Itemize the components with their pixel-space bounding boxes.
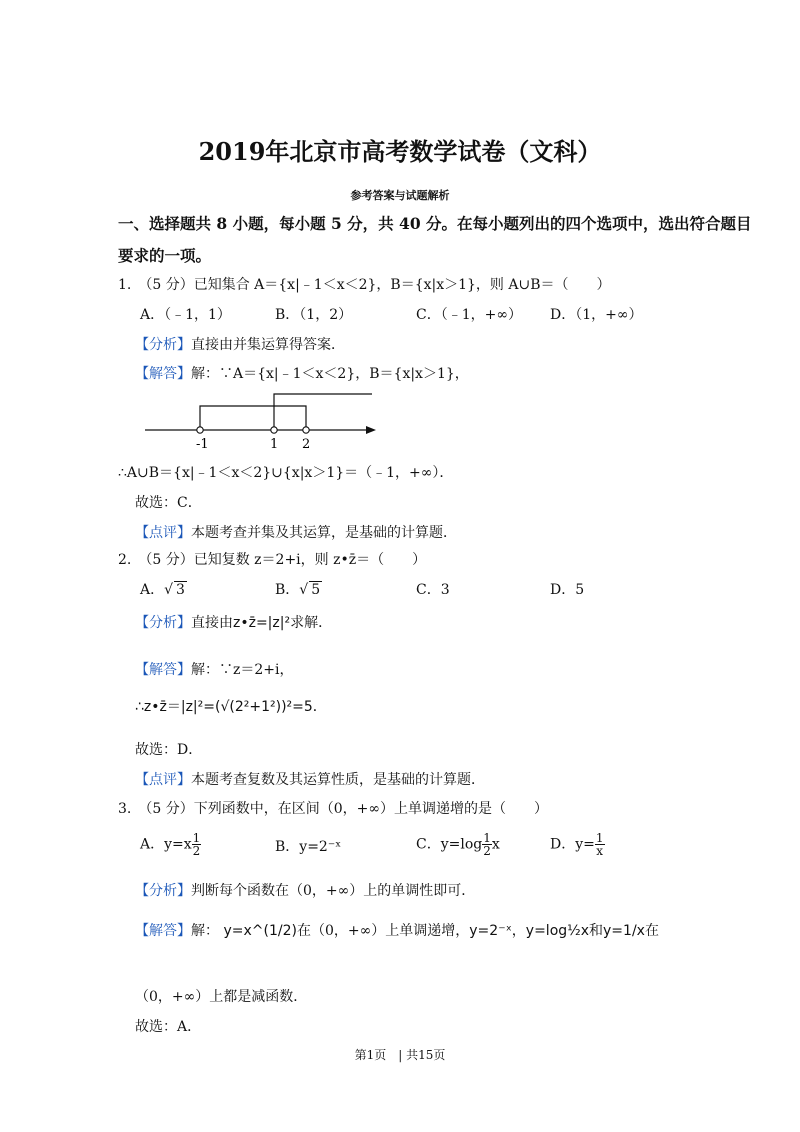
q3-option-b: B．y=2⁻ˣ xyxy=(275,839,342,855)
q1-result: ∴A∪B＝{x|﹣1＜x＜2}∪{x|x＞1}＝（﹣1，+∞）． xyxy=(118,465,454,481)
label-2: 2 xyxy=(302,437,311,450)
q2-answer xyxy=(135,659,294,679)
q3-answer-f2: y=2⁻ˣ，y=log½x xyxy=(469,923,590,939)
q2-analysis-suffix: 求解． xyxy=(290,615,333,631)
q3-choice: 故选：A． xyxy=(135,1019,202,1035)
q2-analysis-formula: z•z̄=|z|² xyxy=(233,615,291,631)
q3-option-d xyxy=(550,832,605,857)
q1-analysis xyxy=(135,334,345,354)
q1-comment xyxy=(135,522,457,542)
q1-choice: 故选：C． xyxy=(135,495,202,511)
analysis-tag: 【分析】 xyxy=(135,337,191,353)
page-footer: 第1页 | 共15页 xyxy=(354,1048,446,1062)
q3-answer-f1: y=x^(1/2) xyxy=(223,923,297,939)
q2-choice: 故选：D． xyxy=(135,742,203,758)
q2-option-b-label: B． xyxy=(275,582,300,598)
q3-analysis-text: 判断每个函数在（0，+∞）上的单调性即可． xyxy=(191,883,476,899)
q2-option-b-radicand: 5 xyxy=(311,582,321,598)
q2-analysis xyxy=(135,612,332,632)
q3-option-a-label: A．y=x xyxy=(140,836,192,853)
q3-analysis xyxy=(135,880,475,900)
q1-comment-text: 本题考查并集及其运算，是基础的计算题． xyxy=(191,525,457,541)
q1-stem: 1. （5 分）已知集合 A＝{x|﹣1＜x＜2}，B＝{x|x＞1}，则 A∪B＝（ ） xyxy=(118,277,611,293)
q3-answer-f3: y=1/x xyxy=(603,923,645,939)
q2-option-a-label: A． xyxy=(140,582,165,598)
q2-option-a: A．√ 3 xyxy=(140,582,185,598)
answer-tag: 【解答】 xyxy=(135,662,191,678)
label-1: 1 xyxy=(270,437,279,450)
q1-option-a: A．（﹣1，1） xyxy=(140,307,231,323)
q3-option-c xyxy=(416,832,500,857)
number-line-diagram xyxy=(140,388,385,450)
q2-analysis-prefix: 直接由 xyxy=(191,615,233,631)
frac-num: 1 xyxy=(595,831,604,845)
q3-answer-at: 在 xyxy=(644,923,659,939)
q3-answer-line2: （0，+∞）上都是减函数． xyxy=(135,989,308,1005)
section-heading-line1: 一、选择题共 8 小题，每小题 5 分，共 40 分。在每小题列出的四个选项中，选出符合题目 xyxy=(118,214,752,233)
page-title: 2019年北京市高考数学试卷（文科） xyxy=(198,137,602,166)
q3-option-a-frac xyxy=(192,832,202,857)
q3-answer-mid: 在（0，+∞）上单调递增， xyxy=(296,923,470,939)
q2-option-c: C．3 xyxy=(416,582,450,598)
label-neg1: -1 xyxy=(196,437,209,450)
q2-comment-text: 本题考查复数及其运算性质，是基础的计算题． xyxy=(191,772,485,788)
analysis-tag: 【分析】 xyxy=(135,883,191,899)
page-subtitle: 参考答案与试题解析 xyxy=(350,189,450,202)
analysis-tag: 【分析】 xyxy=(135,615,191,631)
q1-option-c: C．（﹣1，+∞） xyxy=(416,307,523,323)
open-point-1 xyxy=(271,427,277,433)
q3-answer xyxy=(135,920,659,940)
q1-analysis-text: 直接由并集运算得答案． xyxy=(191,337,345,353)
q2-option-d: D．5 xyxy=(550,582,585,598)
comment-tag: 【点评】 xyxy=(135,772,191,788)
set-b-bracket xyxy=(274,394,372,430)
q1-option-d: D．（1，+∞） xyxy=(550,307,643,323)
section-heading-line2: 要求的一项。 xyxy=(118,246,212,265)
q3-stem: 3. （5 分）下列函数中，在区间（0，+∞）上单调递增的是（ ） xyxy=(118,801,549,817)
frac-den: 2 xyxy=(483,844,491,858)
q3-option-d-frac xyxy=(595,832,605,857)
q3-option-c-frac xyxy=(482,832,492,857)
q3-option-c-label: C．y=log xyxy=(416,836,483,853)
q2-option-a-radicand: 3 xyxy=(176,582,185,598)
q2-option-b: B．√ 5 xyxy=(275,582,321,598)
q3-option-a xyxy=(140,832,201,857)
q3-answer-and: 和 xyxy=(589,923,604,939)
open-point-neg1 xyxy=(197,427,203,433)
q2-result: ∴z•z̄＝|z|²=(√(2²+1²))²=5． xyxy=(135,699,327,715)
open-point-2 xyxy=(303,427,309,433)
q2-answer-text: 解：∵z＝2+i， xyxy=(191,662,294,678)
q3-option-c-var: x xyxy=(491,836,500,853)
frac-num: 1 xyxy=(483,831,491,845)
frac-den: x xyxy=(596,844,604,858)
frac-den: 2 xyxy=(192,844,201,858)
q3-answer-prefix: 解： xyxy=(191,923,219,939)
set-a-bracket xyxy=(200,406,306,430)
q3-option-d-label: D．y= xyxy=(550,836,595,853)
q1-answer-text: 解：∵A＝{x|﹣1＜x＜2}，B＝{x|x＞1}， xyxy=(191,366,469,382)
comment-tag: 【点评】 xyxy=(135,525,191,541)
answer-tag: 【解答】 xyxy=(135,923,191,939)
answer-tag: 【解答】 xyxy=(135,366,191,382)
number-line-arrow xyxy=(366,426,376,434)
frac-num: 1 xyxy=(192,831,201,845)
q2-stem: 2. （5 分）已知复数 z＝2+i，则 z•z̄＝（ ） xyxy=(118,552,427,568)
q2-comment xyxy=(135,769,485,789)
q1-option-b: B．（1，2） xyxy=(275,307,353,323)
q1-answer xyxy=(135,363,469,383)
